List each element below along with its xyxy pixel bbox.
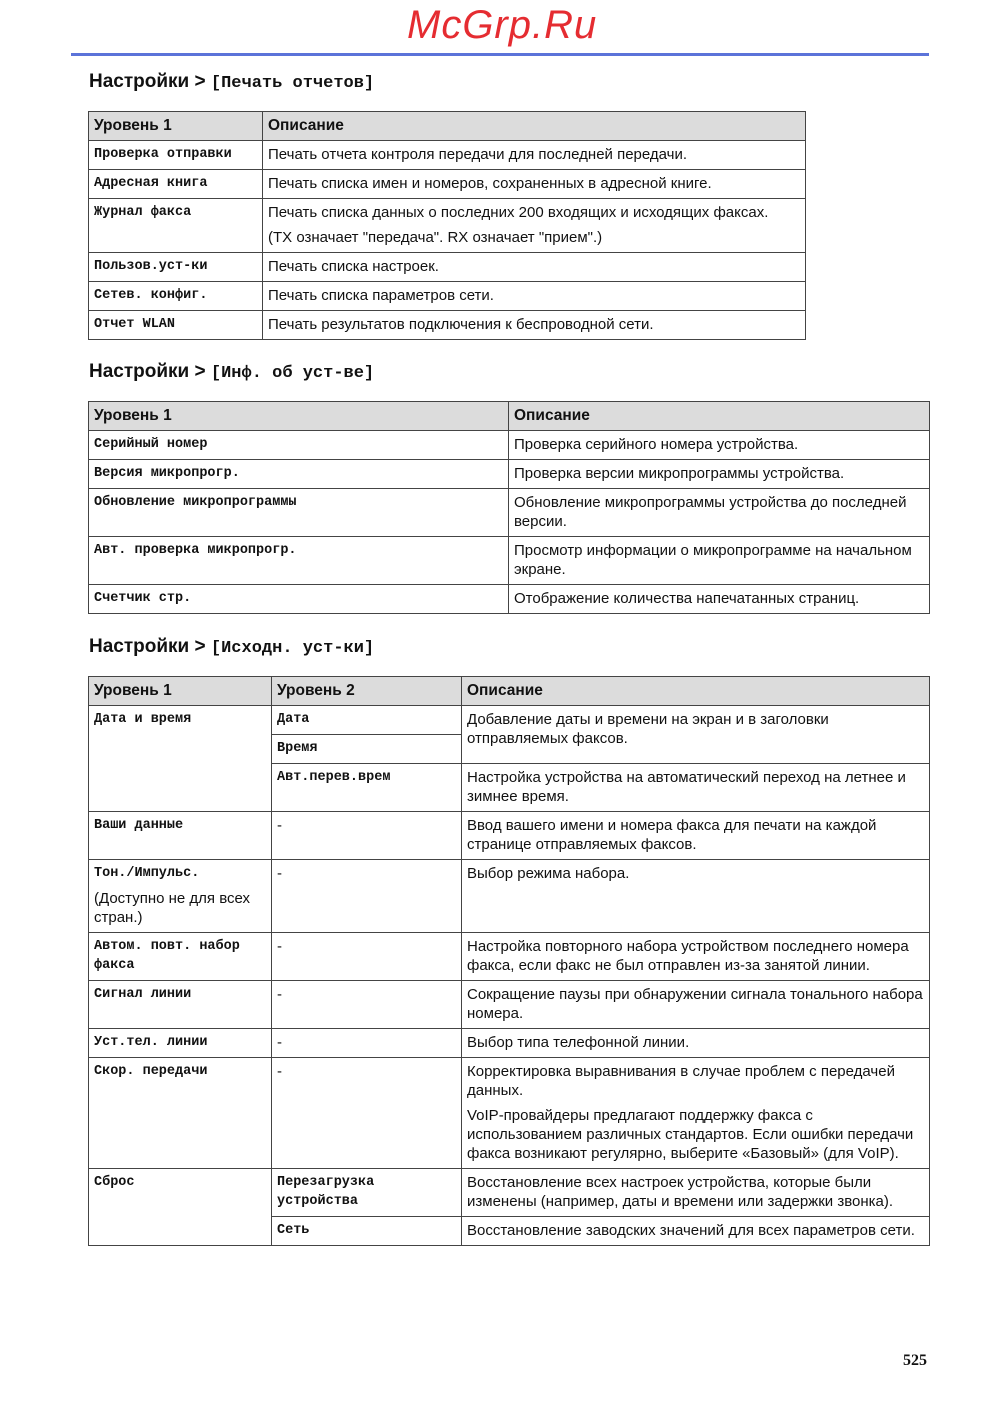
level1-cell: Пользов.уст-ки (89, 253, 263, 282)
table-row (89, 537, 930, 585)
table-row (89, 253, 806, 282)
desc-cell: Печать списка имен и номеров, сохраненных в адресной книге. (263, 170, 806, 199)
level1-cell: Счетчик стр. (89, 585, 509, 614)
col-header: Описание (263, 112, 806, 141)
level1-cell (89, 860, 272, 933)
desc-text: Печать списка данных о последних 200 входящих и исходящих факсах. (268, 204, 769, 221)
desc-cell (462, 1058, 930, 1169)
device-info-table (88, 401, 930, 614)
desc-cell: Печать отчета контроля передачи для последней передачи. (263, 141, 806, 170)
desc-cell: Обновление микропрограммы устройства до последней версии. (509, 489, 930, 537)
title-prefix: Настройки > (89, 636, 211, 657)
desc-cell: Печать списка настроек. (263, 253, 806, 282)
level2-cell: Сеть (272, 1217, 462, 1246)
desc-cell: Настройка повторного набора устройством последнего номера факса, если факс не был отправлен из-за занятой линии. (462, 933, 930, 981)
desc-cell: Выбор типа телефонной линии. (462, 1029, 930, 1058)
desc-text: Корректировка выравнивания в случае проблем с передачей данных. (467, 1063, 895, 1099)
level1-cell: Скор. передачи (89, 1058, 272, 1169)
table-row (89, 812, 930, 860)
level1-cell: Дата и время (89, 706, 272, 812)
title-menu: [Инф. об уст-ве] (210, 364, 375, 383)
level1-cell: Уст.тел. линии (89, 1029, 272, 1058)
level2-cell: Перезагрузка устройства (272, 1169, 462, 1217)
level2-cell: Время (272, 735, 462, 764)
level2-cell: - (272, 1058, 462, 1169)
level1-cell: Обновление микропрограммы (89, 489, 509, 537)
level2-cell: - (272, 981, 462, 1029)
initial-setup-table (88, 676, 930, 1246)
table-row (89, 282, 806, 311)
level2-cell: - (272, 812, 462, 860)
desc-text: (TX означает "передача". RX означает "прием".) (268, 229, 603, 246)
section-title-device-info (89, 361, 374, 383)
level1-cell: Сигнал линии (89, 981, 272, 1029)
table-row (89, 199, 806, 253)
page-number: 525 (903, 1352, 927, 1369)
desc-cell: Печать результатов подключения к беспроводной сети. (263, 311, 806, 340)
level2-cell: - (272, 933, 462, 981)
level1-cell: Авт. проверка микропрогр. (89, 537, 509, 585)
title-menu: [Исходн. уст-ки] (210, 639, 375, 658)
title-prefix: Настройки > (89, 71, 211, 92)
level2-cell: - (272, 1029, 462, 1058)
table-row (89, 1169, 930, 1217)
level1-cell: Ваши данные (89, 812, 272, 860)
table-row (89, 141, 806, 170)
desc-cell: Выбор режима набора. (462, 860, 930, 933)
level2-cell: Авт.перев.врем (272, 764, 462, 812)
desc-cell: Печать списка параметров сети. (263, 282, 806, 311)
level1-cell: Проверка отправки (89, 141, 263, 170)
desc-text: VoIP-провайдеры предлагают поддержку факса с использованием различных стандартов. Если ошибки передачи факса возникают регулярно, выберите «Базовый» (для VoIP). (467, 1107, 914, 1162)
table-row (89, 170, 806, 199)
desc-cell: Ввод вашего имени и номера факса для печати на каждой странице отправляемых факсов. (462, 812, 930, 860)
table-row (89, 860, 930, 933)
title-prefix: Настройки > (89, 361, 211, 382)
level1-cell: Сетев. конфиг. (89, 282, 263, 311)
table-header (89, 677, 930, 706)
header-rule (71, 53, 929, 56)
level1-cell: Автом. повт. набор факса (89, 933, 272, 981)
table-row (89, 431, 930, 460)
level1-cell: Сброс (89, 1169, 272, 1246)
table-row (89, 933, 930, 981)
desc-cell: Восстановление заводских значений для всех параметров сети. (462, 1217, 930, 1246)
table-row (89, 1058, 930, 1169)
level1-cell: Версия микропрогр. (89, 460, 509, 489)
watermark: McGrp.Ru (407, 3, 598, 47)
desc-cell: Сокращение паузы при обнаружении сигнала тонального набора номера. (462, 981, 930, 1029)
level1-cell: Серийный номер (89, 431, 509, 460)
print-reports-table (88, 111, 806, 340)
section-title-print-reports (89, 71, 374, 93)
level1-cell: Отчет WLAN (89, 311, 263, 340)
desc-cell: Проверка серийного номера устройства. (509, 431, 930, 460)
table-row (89, 585, 930, 614)
desc-cell: Отображение количества напечатанных страниц. (509, 585, 930, 614)
table-row (89, 1029, 930, 1058)
col-header: Уровень 1 (89, 402, 509, 431)
level1-note: (Доступно не для всех стран.) (94, 890, 251, 926)
col-header: Уровень 2 (272, 677, 462, 706)
desc-cell: Просмотр информации о микропрограмме на начальном экране. (509, 537, 930, 585)
col-header: Описание (462, 677, 930, 706)
table-header (89, 112, 806, 141)
title-menu: [Печать отчетов] (210, 74, 375, 93)
table-row (89, 311, 806, 340)
desc-cell: Восстановление всех настроек устройства, которые были изменены (например, даты и времени или задержки звонка). (462, 1169, 930, 1217)
col-header: Уровень 1 (89, 677, 272, 706)
level1-cell: Адресная книга (89, 170, 263, 199)
level2-cell: - (272, 860, 462, 933)
col-header: Уровень 1 (89, 112, 263, 141)
desc-cell (263, 199, 806, 253)
desc-cell: Проверка версии микропрограммы устройства. (509, 460, 930, 489)
level2-cell: Дата (272, 706, 462, 735)
table-row (89, 706, 930, 735)
desc-cell: Добавление даты и времени на экран и в заголовки отправляемых факсов. (462, 706, 930, 764)
section-title-initial-setup (89, 636, 374, 658)
level1-text: Тон./Импульс. (94, 866, 200, 881)
table-header (89, 402, 930, 431)
desc-cell: Настройка устройства на автоматический переход на летнее и зимнее время. (462, 764, 930, 812)
level1-cell: Журнал факса (89, 199, 263, 253)
table-row (89, 489, 930, 537)
table-row (89, 981, 930, 1029)
col-header: Описание (509, 402, 930, 431)
table-row (89, 460, 930, 489)
